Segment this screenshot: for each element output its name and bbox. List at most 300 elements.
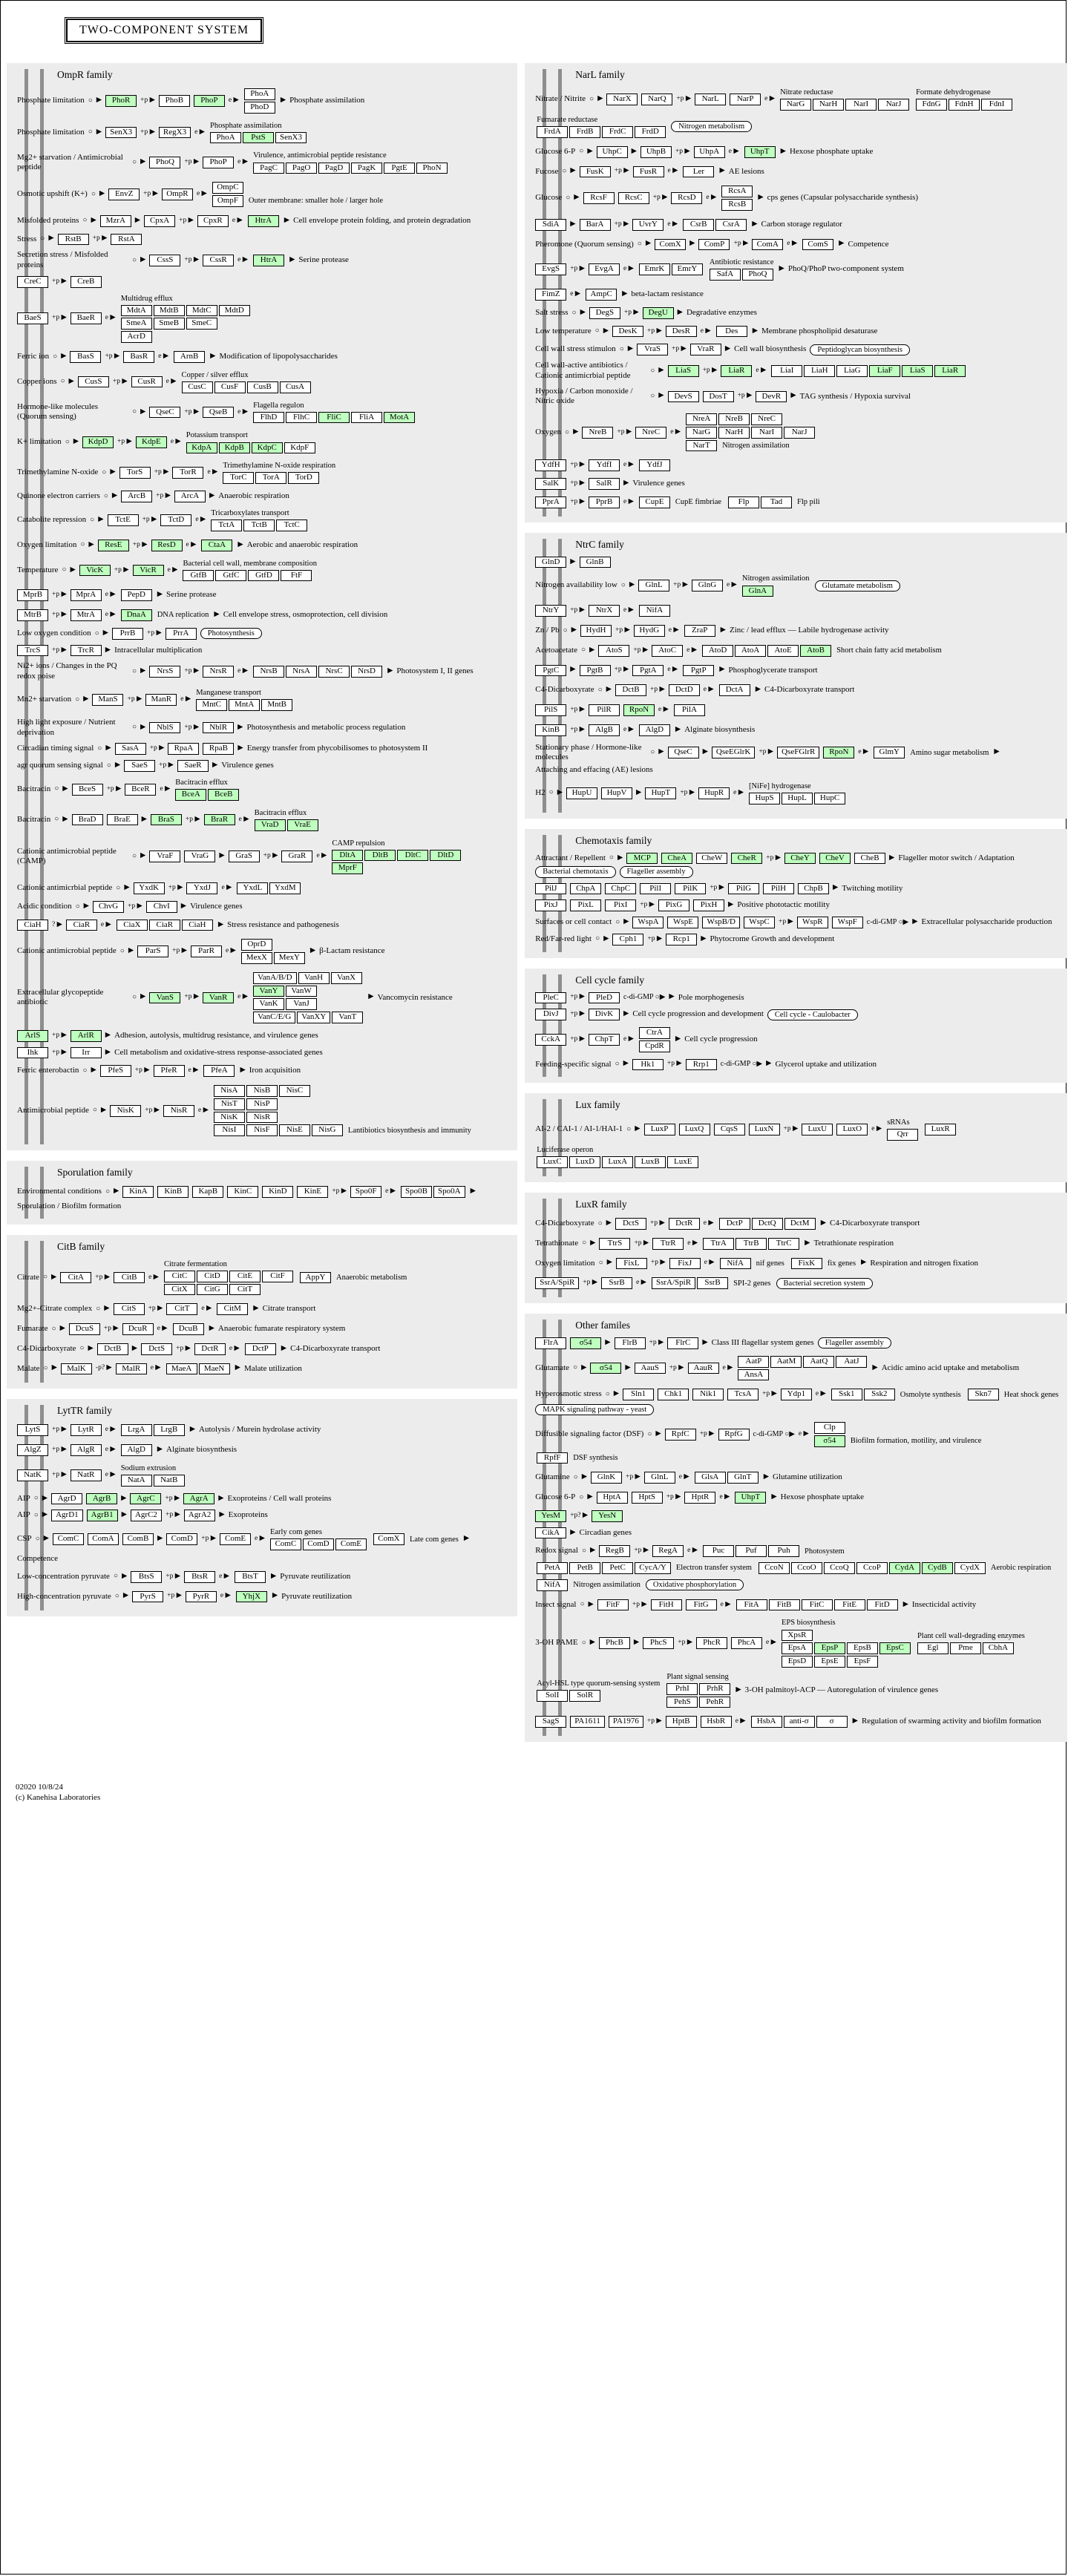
- gene-box-pilh[interactable]: PilH: [763, 883, 794, 895]
- gene-box-wspa[interactable]: WspA: [632, 917, 664, 928]
- gene-box-nart[interactable]: NarT: [686, 440, 717, 452]
- gene-box-puf[interactable]: Puf: [736, 1545, 767, 1557]
- gene-box-vanw[interactable]: VanW: [286, 986, 317, 997]
- gene-box-cika[interactable]: CikA: [535, 1527, 566, 1539]
- gene-box-rpfg[interactable]: RpfG: [718, 1429, 750, 1441]
- gene-box-epsp[interactable]: EpsP: [814, 1642, 845, 1654]
- gene-box-pfer[interactable]: PfeR: [154, 1065, 185, 1077]
- gene-box-pila[interactable]: PilA: [674, 704, 705, 716]
- gene-box-hupt[interactable]: HupT: [645, 787, 676, 799]
- gene-box-dcts[interactable]: DctS: [615, 1218, 646, 1230]
- gene-box-nisa[interactable]: NisA: [214, 1085, 245, 1097]
- gene-box-comd[interactable]: ComD: [303, 1538, 334, 1550]
- gene-box-phoq[interactable]: PhoQ: [742, 269, 773, 281]
- gene-box-spo0b[interactable]: Spo0B: [401, 1186, 432, 1198]
- gene-box-phcr[interactable]: PhcR: [696, 1637, 727, 1649]
- gene-box-ccoq[interactable]: CcoQ: [824, 1562, 855, 1574]
- gene-box-aatq[interactable]: AatQ: [803, 1356, 834, 1368]
- pathway-link-flageller-assembly[interactable]: Flageller assembly: [620, 866, 693, 877]
- gene-box-regb[interactable]: RegB: [599, 1545, 630, 1557]
- gene-box-kine[interactable]: KinE: [297, 1186, 328, 1198]
- gene-box-ciax[interactable]: CiaX: [117, 920, 148, 931]
- gene-box-ydfi[interactable]: YdfI: [589, 459, 620, 471]
- gene-box-flic[interactable]: FliC: [318, 412, 350, 424]
- gene-box-nisp[interactable]: NisP: [246, 1098, 278, 1110]
- gene-box-qsec[interactable]: QseC: [149, 407, 180, 419]
- gene-box-glna[interactable]: GlnA: [742, 586, 773, 597]
- gene-box-cusf[interactable]: CusF: [214, 381, 246, 393]
- gene-box-rega[interactable]: RegA: [652, 1545, 684, 1557]
- gene-box-ssra-spir[interactable]: SsrA/SpiR: [652, 1277, 695, 1289]
- gene-box-sags[interactable]: SagS: [535, 1716, 566, 1728]
- gene-box-luxp[interactable]: LuxP: [644, 1124, 675, 1135]
- gene-box-cupe[interactable]: CupE: [639, 496, 670, 508]
- gene-box-ccop[interactable]: CcoP: [856, 1562, 888, 1574]
- gene-box-senx3[interactable]: SenX3: [105, 127, 137, 139]
- gene-box-mcp[interactable]: MCP: [626, 853, 658, 865]
- gene-box-hupu[interactable]: HupU: [566, 787, 597, 799]
- gene-box-glsa[interactable]: GlsA: [695, 1472, 726, 1484]
- gene-box-psts[interactable]: PstS: [243, 132, 274, 144]
- gene-box-phoa[interactable]: PhoA: [244, 88, 275, 100]
- gene-box-coma[interactable]: ComA: [752, 239, 783, 251]
- gene-box-narh[interactable]: NarH: [813, 99, 844, 111]
- gene-box-ssrb[interactable]: SsrB: [601, 1277, 632, 1289]
- gene-box-pixg[interactable]: PixG: [658, 899, 689, 911]
- gene-box-hsba[interactable]: HsbA: [751, 1716, 782, 1728]
- gene-box-vrae[interactable]: VraE: [287, 819, 318, 831]
- gene-box-mexx[interactable]: MexX: [241, 952, 272, 964]
- gene-box-phor[interactable]: PhoR: [105, 95, 137, 107]
- gene-box-nrsa[interactable]: NrsA: [286, 666, 317, 678]
- gene-box-bces[interactable]: BceS: [72, 784, 103, 796]
- gene-box-dost[interactable]: DosT: [703, 391, 734, 403]
- gene-box-uhpc[interactable]: UhpC: [597, 146, 628, 158]
- gene-box-evga[interactable]: EvgA: [589, 263, 620, 275]
- gene-box-ampc[interactable]: AmpC: [586, 289, 617, 301]
- gene-box-fusr[interactable]: FusR: [633, 166, 664, 178]
- gene-box-dltc[interactable]: DltC: [397, 850, 428, 862]
- gene-box-qrr[interactable]: Qrr: [887, 1129, 918, 1141]
- gene-box-phca[interactable]: PhcA: [731, 1637, 762, 1649]
- gene-box-phop[interactable]: PhoP: [203, 157, 234, 168]
- gene-box-flhd[interactable]: FlhD: [253, 412, 284, 424]
- gene-box-pagc[interactable]: PagC: [253, 163, 284, 174]
- gene-box-phob[interactable]: PhoB: [159, 95, 190, 107]
- gene-box-btss[interactable]: BtsS: [131, 1571, 162, 1583]
- gene-box-tctc[interactable]: TctC: [276, 520, 307, 531]
- gene-box-trcr[interactable]: TrcR: [71, 645, 102, 657]
- gene-box-hptb[interactable]: HptB: [666, 1716, 697, 1728]
- gene-box-pilr[interactable]: PilR: [589, 704, 620, 716]
- gene-box-algd[interactable]: AlgD: [121, 1444, 152, 1456]
- gene-box-pyrr[interactable]: PyrR: [186, 1591, 217, 1603]
- gene-box-fixl[interactable]: FixL: [616, 1258, 647, 1270]
- gene-box-mprb[interactable]: MprB: [17, 589, 48, 601]
- gene-box-nrsc[interactable]: NrsC: [318, 666, 350, 678]
- gene-box-kinb[interactable]: KinB: [157, 1186, 189, 1198]
- gene-box-lyts[interactable]: LytS: [17, 1424, 48, 1436]
- gene-box-rcsc[interactable]: RcsC: [618, 192, 649, 204]
- gene-box-cssr[interactable]: CssR: [203, 255, 234, 266]
- gene-box-nisb[interactable]: NisB: [246, 1085, 278, 1097]
- gene-box-citg[interactable]: CitG: [197, 1284, 228, 1296]
- gene-box-spo0a[interactable]: Spo0A: [433, 1186, 465, 1198]
- gene-box-oprd[interactable]: OprD: [241, 939, 272, 951]
- pathway-link-oxidative-phosphorylation[interactable]: Oxidative phosphorylation: [646, 1579, 744, 1590]
- gene-box-nreb[interactable]: NreB: [582, 427, 613, 439]
- gene-box-citf[interactable]: CitF: [262, 1271, 293, 1282]
- gene-box-ydfh[interactable]: YdfH: [535, 459, 566, 471]
- gene-box-cyda[interactable]: CydA: [889, 1562, 920, 1574]
- gene-box-agra2[interactable]: AgrA2: [184, 1510, 216, 1521]
- gene-box-yxdl[interactable]: YxdL: [237, 882, 268, 894]
- gene-box-agrc2[interactable]: AgrC2: [131, 1510, 162, 1521]
- gene-box-citb[interactable]: CitB: [114, 1272, 145, 1284]
- gene-box-nari[interactable]: NarI: [751, 427, 782, 439]
- gene-box-mota[interactable]: MotA: [384, 412, 415, 424]
- gene-box-lias[interactable]: LiaS: [902, 365, 933, 377]
- gene-box-nisk[interactable]: NisK: [214, 1112, 245, 1124]
- gene-box-ydp1[interactable]: Ydp1: [781, 1389, 812, 1400]
- gene-box-epsf[interactable]: EpsF: [847, 1656, 878, 1668]
- gene-box-rpaa[interactable]: RpaA: [168, 743, 199, 755]
- gene-box-vras[interactable]: VraS: [637, 344, 668, 355]
- gene-box-ctaa[interactable]: CtaA: [201, 540, 232, 551]
- gene-box-divk[interactable]: DivK: [589, 1009, 620, 1020]
- gene-box-vanj[interactable]: VanJ: [286, 998, 317, 1010]
- gene-box-hptr[interactable]: HptR: [684, 1492, 715, 1504]
- gene-box-algz[interactable]: AlgZ: [17, 1444, 48, 1456]
- pathway-link-photosynthesis[interactable]: Photosynthesis: [200, 628, 262, 639]
- gene-box-ssk1[interactable]: Ssk1: [831, 1389, 862, 1400]
- gene-box-hupv[interactable]: HupV: [601, 787, 632, 799]
- gene-box-qsefglrr[interactable]: QseFGlrR: [777, 747, 819, 758]
- gene-box-liaf[interactable]: LiaF: [869, 365, 900, 377]
- gene-box-mans[interactable]: ManS: [92, 694, 123, 706]
- gene-box-pprb[interactable]: PprB: [589, 496, 620, 508]
- gene-box-mzra[interactable]: MzrA: [100, 215, 131, 227]
- gene-box-uhpt[interactable]: UhpT: [744, 146, 776, 158]
- gene-box-fixk[interactable]: FixK: [791, 1258, 822, 1270]
- gene-box-smec[interactable]: SmeC: [186, 318, 217, 330]
- gene-box-creb[interactable]: CreB: [71, 276, 102, 288]
- gene-box-flrc[interactable]: FlrC: [667, 1337, 698, 1349]
- pathway-link-cell-cycle-caulobacter[interactable]: Cell cycle - Caulobacter: [767, 1009, 858, 1020]
- gene-box-frdb[interactable]: FrdB: [569, 126, 600, 138]
- gene-box-rese[interactable]: ResE: [98, 540, 129, 551]
- gene-box-nifa[interactable]: NifA: [537, 1579, 568, 1591]
- gene-box-pixi[interactable]: PixI: [605, 899, 636, 911]
- gene-box-narp[interactable]: NarP: [730, 94, 761, 105]
- gene-box-narj[interactable]: NarJ: [784, 427, 815, 439]
- gene-box-qseeglrk[interactable]: QseEGlrK: [712, 747, 755, 758]
- gene-box-wspe[interactable]: WspE: [667, 917, 698, 928]
- gene-box-hupc[interactable]: HupC: [814, 793, 845, 804]
- pathway-link-peptidoglycan-biosynthesis[interactable]: Peptidoglycan biosynthesis: [810, 344, 910, 355]
- gene-box-epsa[interactable]: EpsA: [782, 1642, 813, 1654]
- gene-box-malk[interactable]: MalK: [61, 1363, 92, 1375]
- gene-box-cusa[interactable]: CusA: [280, 381, 311, 393]
- gene-box-dltb[interactable]: DltB: [364, 850, 396, 862]
- gene-box-cite[interactable]: CitE: [229, 1271, 261, 1282]
- gene-box-ompr[interactable]: OmpR: [162, 189, 193, 200]
- gene-box-chpb[interactable]: ChpB: [798, 883, 829, 895]
- gene-box-dctr[interactable]: DctR: [669, 1218, 700, 1230]
- gene-box-saes[interactable]: SaeS: [124, 760, 155, 772]
- gene-box-peta[interactable]: PetA: [537, 1562, 568, 1574]
- gene-box-ttrr[interactable]: TtrR: [652, 1238, 684, 1250]
- gene-box-agrd[interactable]: AgrD: [51, 1493, 82, 1505]
- gene-box-comc[interactable]: ComC: [270, 1538, 301, 1550]
- gene-box-pfes[interactable]: PfeS: [100, 1065, 131, 1077]
- gene-box-pilj[interactable]: PilJ: [535, 883, 566, 895]
- gene-box-desr[interactable]: DesR: [666, 326, 697, 338]
- gene-box-cits[interactable]: CitS: [114, 1303, 145, 1315]
- gene-box-degu[interactable]: DegU: [643, 307, 674, 319]
- gene-box-pgtp[interactable]: PgtP: [683, 665, 714, 677]
- gene-box-comx[interactable]: ComX: [373, 1533, 404, 1545]
- gene-box-hk1[interactable]: Hk1: [632, 1059, 664, 1071]
- gene-box-vanxy[interactable]: VanXY: [297, 1012, 330, 1023]
- gene-box-skn7[interactable]: Skn7: [968, 1389, 999, 1400]
- gene-box-hydg[interactable]: HydG: [634, 625, 665, 637]
- gene-box-vank[interactable]: VanK: [253, 998, 284, 1010]
- gene-box-vans[interactable]: VanS: [149, 992, 180, 1004]
- gene-box-ccoo[interactable]: CcoO: [791, 1562, 822, 1574]
- gene-box-pehr[interactable]: PehR: [699, 1697, 730, 1708]
- gene-box-ssrb[interactable]: SsrB: [697, 1277, 728, 1289]
- gene-box-qseb[interactable]: QseB: [203, 407, 234, 419]
- gene-box-pled[interactable]: PleD: [589, 992, 620, 1004]
- gene-box-vany[interactable]: VanY: [253, 986, 284, 997]
- gene-box-luxa[interactable]: LuxA: [602, 1156, 633, 1168]
- gene-box-liai[interactable]: LiaI: [771, 365, 802, 377]
- gene-box-nari[interactable]: NarI: [845, 99, 877, 111]
- gene-box-pagd[interactable]: PagD: [318, 163, 350, 174]
- gene-box-chpa[interactable]: ChpA: [570, 883, 601, 895]
- gene-box-uhpt[interactable]: UhpT: [735, 1492, 766, 1504]
- gene-box-bass[interactable]: BasS: [70, 351, 101, 363]
- gene-box-phcb[interactable]: PhcB: [599, 1637, 630, 1649]
- gene-box-kinb[interactable]: KinB: [535, 724, 566, 736]
- gene-box-lias[interactable]: LiaS: [668, 365, 699, 377]
- gene-box-ttra[interactable]: TtrA: [703, 1238, 734, 1250]
- gene-box-chea[interactable]: CheA: [661, 853, 692, 865]
- gene-box-yesm[interactable]: YesM: [535, 1510, 566, 1522]
- gene-box-cyca-y[interactable]: CycA/Y: [635, 1562, 671, 1574]
- gene-box-bara[interactable]: BarA: [580, 219, 611, 231]
- gene-box-citd[interactable]: CitD: [197, 1271, 228, 1282]
- gene-box-mdtc[interactable]: MdtC: [186, 305, 217, 317]
- gene-box-luxr[interactable]: LuxR: [925, 1124, 956, 1135]
- gene-box-phoq[interactable]: PhoQ: [149, 157, 180, 168]
- gene-box-ccon[interactable]: CcoN: [759, 1562, 790, 1574]
- gene-box-citx[interactable]: CitX: [164, 1284, 195, 1296]
- gene-box-luxn[interactable]: LuxN: [749, 1124, 780, 1135]
- gene-box-rpfc[interactable]: RpfC: [665, 1429, 696, 1441]
- gene-box-mdta[interactable]: MdtA: [121, 305, 152, 317]
- gene-box-kapb[interactable]: KapB: [192, 1186, 223, 1198]
- gene-box-gtfd[interactable]: GtfD: [248, 570, 279, 582]
- gene-box-nata[interactable]: NatA: [121, 1475, 152, 1487]
- gene-box-kind[interactable]: KinD: [262, 1186, 293, 1198]
- gene-box-luxq[interactable]: LuxQ: [679, 1124, 710, 1135]
- gene-box-nist[interactable]: NisT: [214, 1098, 245, 1110]
- gene-box-ansa[interactable]: AnsA: [738, 1369, 769, 1381]
- gene-box-mtrb[interactable]: MtrB: [17, 609, 48, 621]
- gene-box-pagk[interactable]: PagK: [351, 163, 382, 174]
- gene-box-liar[interactable]: LiaR: [721, 365, 752, 377]
- gene-box-ccka[interactable]: CckA: [535, 1034, 566, 1046]
- gene-box-fite[interactable]: FitE: [834, 1599, 865, 1611]
- gene-box-aatm[interactable]: AatM: [770, 1356, 802, 1368]
- gene-box-mexy[interactable]: MexY: [274, 952, 305, 964]
- gene-box-epsb[interactable]: EpsB: [847, 1642, 878, 1654]
- gene-box-anti-[interactable]: anti-σ: [784, 1716, 815, 1728]
- gene-box-des[interactable]: Des: [716, 326, 747, 338]
- gene-box-prhr[interactable]: PrhR: [699, 1683, 730, 1695]
- gene-box-phop[interactable]: PhoP: [194, 95, 225, 107]
- gene-box-fith[interactable]: FitH: [651, 1599, 682, 1611]
- gene-box-dctm[interactable]: DctM: [784, 1218, 816, 1230]
- gene-box-fitc[interactable]: FitC: [802, 1599, 833, 1611]
- gene-box-chey[interactable]: CheY: [784, 853, 816, 865]
- gene-box-glnl[interactable]: GlnL: [644, 1472, 675, 1484]
- gene-box-nrsd[interactable]: NrsD: [351, 666, 382, 678]
- gene-box-nisr[interactable]: NisR: [246, 1112, 278, 1124]
- gene-box-mnta[interactable]: MntA: [229, 699, 260, 711]
- gene-box-pme[interactable]: Pme: [950, 1642, 981, 1654]
- gene-box-safa[interactable]: SafA: [710, 269, 741, 281]
- gene-box-rcsa[interactable]: RcsA: [721, 186, 753, 197]
- gene-box-evgs[interactable]: EvgS: [535, 263, 566, 275]
- gene-box-nrsb[interactable]: NrsB: [253, 666, 284, 678]
- gene-box-luxu[interactable]: LuxU: [802, 1124, 833, 1135]
- gene-box-vanh[interactable]: VanH: [298, 972, 330, 984]
- gene-box-petc[interactable]: PetC: [602, 1562, 633, 1574]
- gene-box-cbha[interactable]: CbhA: [983, 1642, 1014, 1654]
- gene-box-nisr[interactable]: NisR: [163, 1105, 194, 1117]
- gene-box-emrk[interactable]: EmrK: [639, 263, 670, 275]
- gene-box-nisc[interactable]: NisC: [279, 1085, 310, 1097]
- gene-box-rcp1[interactable]: Rcp1: [666, 934, 697, 945]
- gene-box-narg[interactable]: NarG: [686, 427, 717, 439]
- gene-box-tctb[interactable]: TctB: [243, 520, 275, 531]
- gene-box-solr[interactable]: SolR: [569, 1690, 600, 1702]
- gene-box-tord[interactable]: TorD: [288, 472, 319, 484]
- gene-box-brar[interactable]: BraR: [204, 814, 235, 826]
- gene-box-ciah[interactable]: CiaH: [182, 920, 213, 931]
- gene-box-plec[interactable]: PleC: [535, 992, 566, 1004]
- gene-box-cydx[interactable]: CydX: [954, 1562, 986, 1574]
- gene-box-pgtb[interactable]: PgtB: [580, 665, 611, 677]
- gene-box-btst[interactable]: BtsT: [235, 1571, 266, 1583]
- gene-box-cheb[interactable]: CheB: [854, 853, 885, 865]
- gene-box-fita[interactable]: FitA: [736, 1599, 767, 1611]
- gene-box-atod[interactable]: AtoD: [702, 645, 733, 657]
- gene-box-comx[interactable]: ComX: [655, 239, 686, 251]
- gene-box-dcur[interactable]: DcuR: [122, 1323, 154, 1335]
- gene-box-natr[interactable]: NatR: [71, 1469, 102, 1481]
- gene-box-hups[interactable]: HupS: [749, 793, 780, 804]
- gene-box-nreb[interactable]: NreB: [718, 413, 750, 425]
- gene-box-luxb[interactable]: LuxB: [635, 1156, 666, 1168]
- gene-box-brae[interactable]: BraE: [107, 814, 138, 826]
- gene-box-aatp[interactable]: AatP: [738, 1356, 769, 1368]
- gene-box-rcsb[interactable]: RcsB: [721, 199, 753, 211]
- gene-box-rsta[interactable]: RstA: [111, 234, 142, 246]
- gene-box-pars[interactable]: ParS: [137, 945, 168, 957]
- gene-box-pepd[interactable]: PepD: [121, 589, 152, 601]
- gene-box-ihk[interactable]: Ihk: [17, 1047, 48, 1059]
- gene-box-fixj[interactable]: FixJ: [669, 1258, 701, 1270]
- gene-box-nblr[interactable]: NblR: [203, 722, 234, 734]
- gene-box-cqss[interactable]: CqsS: [714, 1124, 745, 1135]
- gene-box-manr[interactable]: ManR: [145, 694, 177, 706]
- gene-box-agrb1[interactable]: AgrB1: [87, 1510, 118, 1521]
- gene-box-degs[interactable]: DegS: [589, 307, 620, 319]
- gene-box-ciar[interactable]: CiaR: [149, 920, 180, 931]
- gene-box-tcta[interactable]: TctA: [211, 520, 242, 531]
- gene-box-nifa[interactable]: NifA: [639, 605, 670, 617]
- gene-box-nrsr[interactable]: NrsR: [203, 666, 234, 678]
- gene-box-coma[interactable]: ComA: [88, 1533, 119, 1545]
- gene-box-luxo[interactable]: LuxO: [836, 1124, 868, 1135]
- gene-box-htra[interactable]: HtrA: [253, 255, 284, 266]
- gene-box-comd[interactable]: ComD: [166, 1533, 197, 1545]
- gene-box-ompc[interactable]: OmpC: [212, 182, 243, 194]
- gene-box-dctp[interactable]: DctP: [245, 1343, 276, 1355]
- gene-box-acrd[interactable]: AcrD: [121, 331, 152, 343]
- gene-box-vraf[interactable]: VraF: [149, 851, 180, 862]
- gene-box-citt[interactable]: CitT: [229, 1284, 261, 1296]
- gene-box-cita[interactable]: CitA: [60, 1272, 91, 1284]
- gene-box-irr[interactable]: Irr: [71, 1047, 102, 1059]
- gene-box-narx[interactable]: NarX: [606, 94, 638, 105]
- gene-box-glng[interactable]: GlnG: [692, 580, 723, 591]
- gene-box-liah[interactable]: LiaH: [804, 365, 835, 377]
- gene-box-lytr[interactable]: LytR: [71, 1424, 102, 1436]
- gene-box-btsr[interactable]: BtsR: [184, 1571, 215, 1583]
- gene-box-flhc[interactable]: FlhC: [286, 412, 317, 424]
- gene-box-narh[interactable]: NarH: [718, 427, 750, 439]
- gene-box-chvi[interactable]: ChvI: [146, 901, 177, 913]
- gene-box-fimz[interactable]: FimZ: [535, 289, 566, 301]
- gene-box-fdnh[interactable]: FdnH: [949, 99, 980, 111]
- gene-box-atoa[interactable]: AtoA: [735, 645, 766, 657]
- gene-box-bcea[interactable]: BceA: [175, 789, 206, 801]
- gene-box-glnt[interactable]: GlnT: [727, 1472, 759, 1484]
- gene-box-nik1[interactable]: Nik1: [692, 1389, 724, 1400]
- gene-box-arcb[interactable]: ArcB: [121, 491, 152, 502]
- gene-box-ftf[interactable]: FtF: [281, 570, 312, 582]
- gene-box-citm[interactable]: CitM: [217, 1303, 248, 1315]
- gene-box-tcte[interactable]: TctE: [108, 514, 139, 526]
- gene-box-prhi[interactable]: PrhI: [666, 1683, 698, 1695]
- gene-box-vanx[interactable]: VanX: [331, 972, 362, 984]
- gene-box-nise[interactable]: NisE: [279, 1124, 310, 1136]
- gene-box-envz[interactable]: EnvZ: [108, 189, 140, 200]
- gene-box-narg[interactable]: NarG: [780, 99, 811, 111]
- gene-box-zrap[interactable]: ZraP: [684, 625, 715, 637]
- gene-box-salk[interactable]: SalK: [535, 478, 566, 490]
- gene-box-cusr[interactable]: CusR: [131, 376, 163, 388]
- gene-box-vant[interactable]: VanT: [332, 1012, 363, 1023]
- gene-box-vrar[interactable]: VraR: [690, 344, 721, 355]
- gene-box-puc[interactable]: Puc: [703, 1545, 734, 1557]
- gene-box-arca[interactable]: ArcA: [174, 491, 206, 502]
